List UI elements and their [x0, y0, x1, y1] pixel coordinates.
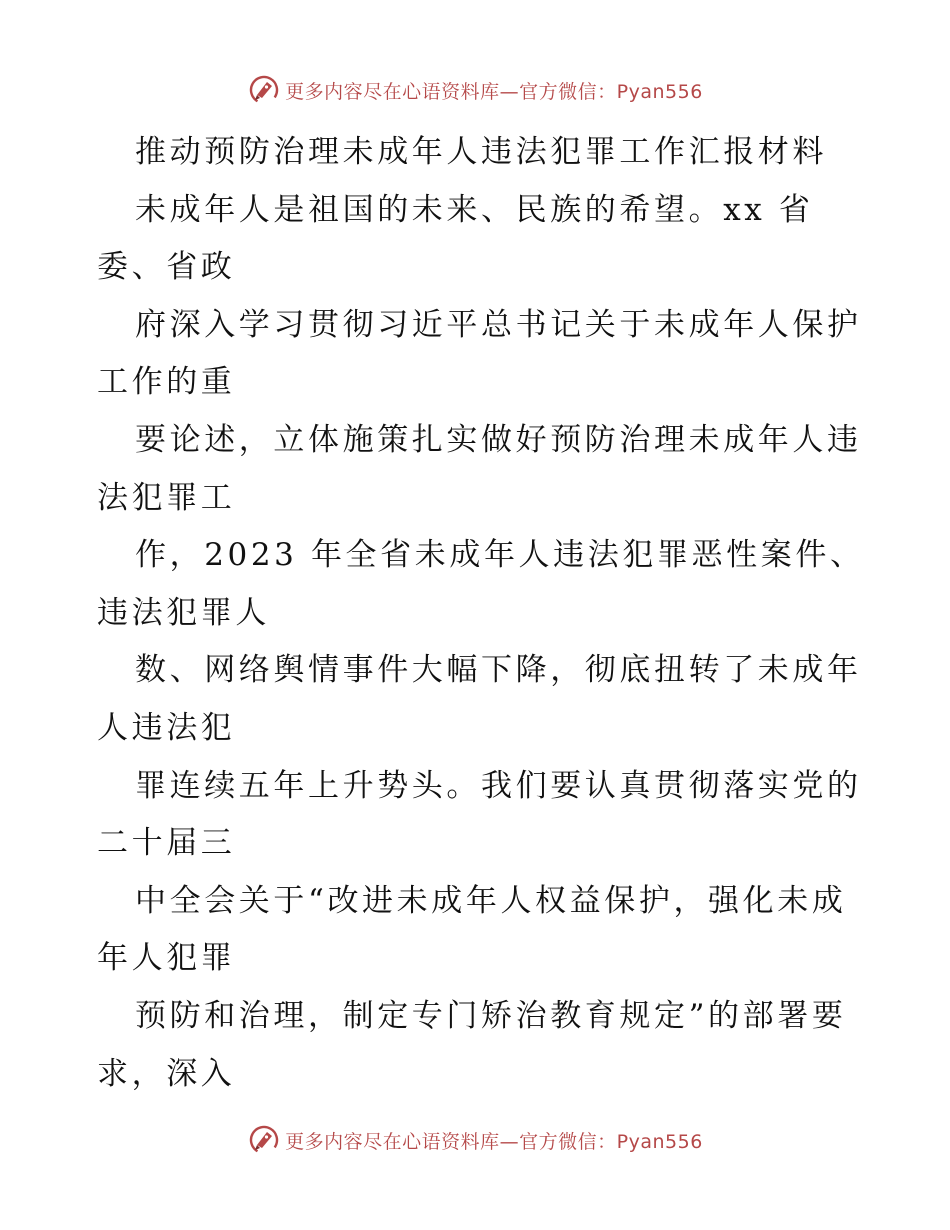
pen-nib-logo-icon: [247, 1123, 281, 1157]
text-line: 工作的重: [97, 364, 236, 401]
text-line: 中全会关于“改进未成年人权益保护，强化未成: [135, 882, 847, 919]
footer-watermark: [0, 1120, 950, 1160]
watermark-text: 更多内容尽在心语资料库—官方微信：Pyan556: [285, 1130, 703, 1153]
text-line: 年人犯罪: [97, 940, 236, 977]
text-line: 二十届三: [97, 825, 236, 862]
watermark-text: 更多内容尽在心语资料库—官方微信：Pyan556: [285, 80, 703, 103]
text-line: 委、省政: [97, 249, 236, 286]
text-line: 推动预防治理未成年人违法犯罪工作汇报材料: [135, 134, 827, 170]
text-line: 作，2023 年全省未成年人违法犯罪恶性案件、: [135, 537, 865, 574]
text-line: 违法犯罪人: [97, 594, 270, 631]
header-watermark: [0, 70, 950, 110]
text-line: 要论述，立体施策扎实做好预防治理未成年人违: [135, 421, 862, 458]
text-line: 未成年人是祖国的未来、民族的希望。xx 省: [135, 191, 814, 228]
text-line: 罪连续五年上升势头。我们要认真贯彻落实党的: [135, 767, 862, 804]
text-line: 府深入学习贯彻习近平总书记关于未成年人保护: [135, 306, 862, 343]
text-line: 人违法犯: [97, 709, 236, 746]
pen-nib-logo-icon: [247, 73, 281, 107]
text-line: 数、网络舆情事件大幅下降，彻底扭转了未成年: [135, 652, 862, 689]
text-line: 预防和治理，制定专门矫治教育规定”的部署要: [135, 997, 847, 1034]
document-body: [97, 124, 865, 1103]
text-line: 求，深入: [97, 1055, 236, 1092]
text-line: 法犯罪工: [97, 479, 236, 516]
